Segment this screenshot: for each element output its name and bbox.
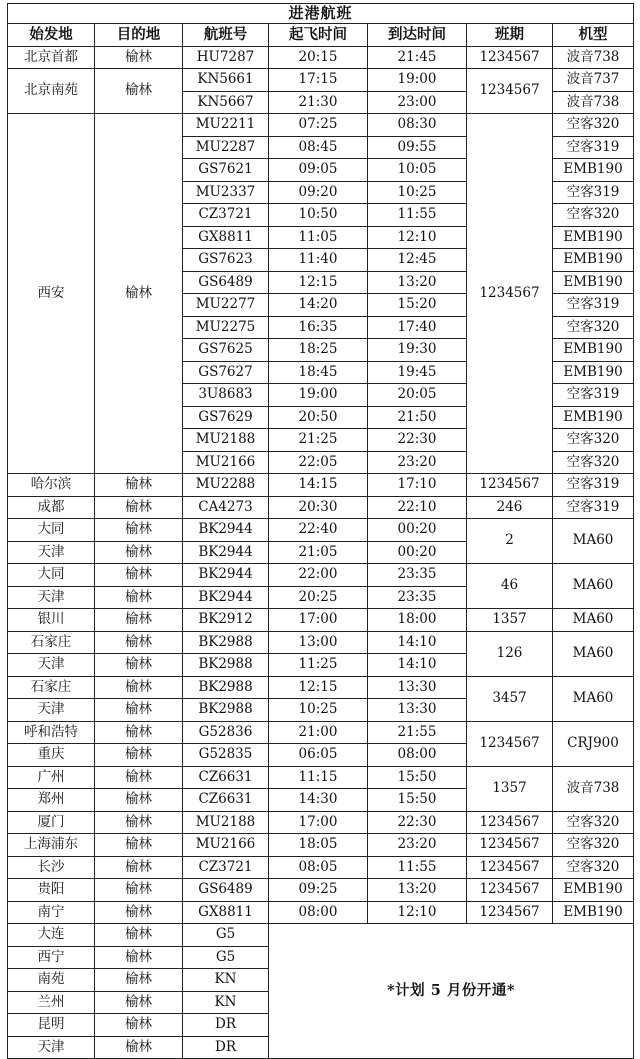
flight-no-cell: MU2188 xyxy=(183,811,269,834)
destination-cell: 榆林 xyxy=(95,1036,183,1059)
table-row xyxy=(8,69,634,92)
header-arrival-time: 到达时间 xyxy=(368,24,467,47)
departure-cell: 20:30 xyxy=(269,496,368,519)
planned-row xyxy=(8,924,634,947)
arrival-cell: 13:30 xyxy=(368,676,467,699)
aircraft-type-cell: 空客319 xyxy=(553,474,634,497)
table-row xyxy=(8,879,634,902)
arrival-cell: 17:40 xyxy=(368,316,467,339)
arrival-cell: 12:10 xyxy=(368,226,467,249)
arrival-cell: 19:00 xyxy=(368,69,467,92)
departure-cell: 07:25 xyxy=(269,114,368,137)
header-aircraft-type: 机型 xyxy=(553,24,634,47)
destination-cell: 榆林 xyxy=(95,901,183,924)
destination-cell: 榆林 xyxy=(95,69,183,114)
departure-cell: 08:45 xyxy=(269,136,368,159)
destination-cell: 榆林 xyxy=(95,699,183,722)
departure-cell: 21:00 xyxy=(269,721,368,744)
arrival-cell: 09:55 xyxy=(368,136,467,159)
aircraft-type-cell: 空客320 xyxy=(553,811,634,834)
table-row xyxy=(8,519,634,542)
departure-cell: 10:50 xyxy=(269,204,368,227)
origin-cell: 石家庄 xyxy=(8,676,95,699)
table-row xyxy=(8,609,634,632)
origin-cell: 上海浦东 xyxy=(8,834,95,857)
schedule-cell: 46 xyxy=(467,564,553,609)
aircraft-type-cell: 空客319 xyxy=(553,136,634,159)
origin-cell: 银川 xyxy=(8,609,95,632)
flight-no-cell: DR xyxy=(183,1036,269,1059)
flight-no-cell: MU2288 xyxy=(183,474,269,497)
destination-cell: 榆林 xyxy=(95,114,183,474)
flight-no-cell: BK2944 xyxy=(183,541,269,564)
flight-no-cell: GS7621 xyxy=(183,159,269,182)
arrival-cell: 23:00 xyxy=(368,91,467,114)
flight-no-cell: CA4273 xyxy=(183,496,269,519)
flight-no-cell: GS7623 xyxy=(183,249,269,272)
origin-cell: 西宁 xyxy=(8,946,95,969)
flight-no-cell: HU7287 xyxy=(183,46,269,69)
departure-cell: 21:30 xyxy=(269,91,368,114)
flight-no-cell: BK2988 xyxy=(183,654,269,677)
departure-cell: 11:40 xyxy=(269,249,368,272)
schedule-cell: 1234567 xyxy=(467,834,553,857)
aircraft-type-cell: MA60 xyxy=(553,519,634,564)
flight-no-cell: GS6489 xyxy=(183,271,269,294)
destination-cell: 榆林 xyxy=(95,46,183,69)
flight-no-cell: MU2287 xyxy=(183,136,269,159)
departure-cell: 09:20 xyxy=(269,181,368,204)
arrival-cell: 10:25 xyxy=(368,181,467,204)
flight-no-cell: GS7625 xyxy=(183,339,269,362)
departure-cell: 09:05 xyxy=(269,159,368,182)
arrival-cell: 14:10 xyxy=(368,631,467,654)
flight-no-cell: KN5667 xyxy=(183,91,269,114)
origin-cell: 长沙 xyxy=(8,856,95,879)
flight-no-cell: CZ6631 xyxy=(183,766,269,789)
table-row xyxy=(8,496,634,519)
destination-cell: 榆林 xyxy=(95,676,183,699)
arrival-cell: 22:10 xyxy=(368,496,467,519)
aircraft-type-cell: 空客320 xyxy=(553,204,634,227)
origin-cell: 北京南苑 xyxy=(8,69,95,114)
flight-no-cell: MU2188 xyxy=(183,429,269,452)
departure-cell: 21:25 xyxy=(269,429,368,452)
arrival-cell: 19:30 xyxy=(368,339,467,362)
departure-cell: 09:25 xyxy=(269,879,368,902)
flight-no-cell: MU2277 xyxy=(183,294,269,317)
departure-cell: 08:00 xyxy=(269,901,368,924)
planned-note: *计划 5 月份开通* xyxy=(269,924,634,1059)
origin-cell: 天津 xyxy=(8,1036,95,1059)
aircraft-type-cell: 空客319 xyxy=(553,181,634,204)
schedule-cell: 1234567 xyxy=(467,721,553,766)
table-row xyxy=(8,901,634,924)
origin-cell: 大同 xyxy=(8,564,95,587)
flight-no-cell: DR xyxy=(183,1014,269,1037)
arrival-cell: 23:20 xyxy=(368,834,467,857)
schedule-cell: 126 xyxy=(467,631,553,676)
arrival-cell: 00:20 xyxy=(368,541,467,564)
header-schedule: 班期 xyxy=(467,24,553,47)
table-row xyxy=(8,46,634,69)
flight-no-cell: MU2211 xyxy=(183,114,269,137)
aircraft-type-cell: EMB190 xyxy=(553,226,634,249)
schedule-cell: 2 xyxy=(467,519,553,564)
departure-cell: 16:35 xyxy=(269,316,368,339)
schedule-cell: 1234567 xyxy=(467,856,553,879)
aircraft-type-cell: 空客320 xyxy=(553,834,634,857)
arrival-cell: 21:55 xyxy=(368,721,467,744)
arrival-cell: 08:00 xyxy=(368,744,467,767)
arrival-cell: 14:10 xyxy=(368,654,467,677)
table-row xyxy=(8,811,634,834)
departure-cell: 08:05 xyxy=(269,856,368,879)
flight-no-cell: CZ6631 xyxy=(183,789,269,812)
destination-cell: 榆林 xyxy=(95,834,183,857)
flight-no-cell: BK2912 xyxy=(183,609,269,632)
origin-cell: 重庆 xyxy=(8,744,95,767)
departure-cell: 11:15 xyxy=(269,766,368,789)
origin-cell: 西安 xyxy=(8,114,95,474)
flight-no-cell: GX8811 xyxy=(183,226,269,249)
aircraft-type-cell: 空客320 xyxy=(553,856,634,879)
aircraft-type-cell: CRJ900 xyxy=(553,721,634,766)
destination-cell: 榆林 xyxy=(95,519,183,542)
origin-cell: 南苑 xyxy=(8,969,95,992)
flight-no-cell: CZ3721 xyxy=(183,856,269,879)
arrival-cell: 23:20 xyxy=(368,451,467,474)
aircraft-type-cell: EMB190 xyxy=(553,879,634,902)
origin-cell: 哈尔滨 xyxy=(8,474,95,497)
departure-cell: 14:15 xyxy=(269,474,368,497)
flight-no-cell: KN5661 xyxy=(183,69,269,92)
aircraft-type-cell: 空客320 xyxy=(553,429,634,452)
arrival-cell: 15:50 xyxy=(368,789,467,812)
departure-cell: 22:00 xyxy=(269,564,368,587)
destination-cell: 榆林 xyxy=(95,789,183,812)
origin-cell: 厦门 xyxy=(8,811,95,834)
departure-cell: 20:25 xyxy=(269,586,368,609)
schedule-cell: 1234567 xyxy=(467,114,553,474)
departure-cell: 12:15 xyxy=(269,271,368,294)
aircraft-type-cell: 空客319 xyxy=(553,496,634,519)
departure-cell: 11:25 xyxy=(269,654,368,677)
arrival-cell: 11:55 xyxy=(368,204,467,227)
flight-no-cell: BK2944 xyxy=(183,586,269,609)
aircraft-type-cell: EMB190 xyxy=(553,249,634,272)
departure-cell: 14:20 xyxy=(269,294,368,317)
schedule-cell: 1357 xyxy=(467,609,553,632)
arrival-cell: 23:35 xyxy=(368,586,467,609)
flight-no-cell: KN xyxy=(183,991,269,1014)
arrival-cell: 17:10 xyxy=(368,474,467,497)
destination-cell: 榆林 xyxy=(95,721,183,744)
table-row xyxy=(8,631,634,654)
header-departure-time: 起飞时间 xyxy=(269,24,368,47)
arrival-cell: 12:45 xyxy=(368,249,467,272)
destination-cell: 榆林 xyxy=(95,496,183,519)
aircraft-type-cell: EMB190 xyxy=(553,406,634,429)
schedule-cell: 1234567 xyxy=(467,69,553,114)
departure-cell: 22:05 xyxy=(269,451,368,474)
origin-cell: 天津 xyxy=(8,586,95,609)
arrival-cell: 11:55 xyxy=(368,856,467,879)
departure-cell: 18:25 xyxy=(269,339,368,362)
aircraft-type-cell: MA60 xyxy=(553,676,634,721)
flight-no-cell: BK2988 xyxy=(183,676,269,699)
flights-body xyxy=(8,46,634,1059)
origin-cell: 兰州 xyxy=(8,991,95,1014)
departure-cell: 14:30 xyxy=(269,789,368,812)
aircraft-type-cell: EMB190 xyxy=(553,339,634,362)
origin-cell: 北京首都 xyxy=(8,46,95,69)
aircraft-type-cell: EMB190 xyxy=(553,271,634,294)
aircraft-type-cell: 波音738 xyxy=(553,46,634,69)
arrival-cell: 00:20 xyxy=(368,519,467,542)
arrival-cell: 23:35 xyxy=(368,564,467,587)
flight-no-cell: MU2337 xyxy=(183,181,269,204)
destination-cell: 榆林 xyxy=(95,969,183,992)
origin-cell: 天津 xyxy=(8,654,95,677)
aircraft-type-cell: MA60 xyxy=(553,564,634,609)
origin-cell: 成都 xyxy=(8,496,95,519)
schedule-cell: 1234567 xyxy=(467,879,553,902)
destination-cell: 榆林 xyxy=(95,766,183,789)
destination-cell: 榆林 xyxy=(95,564,183,587)
origin-cell: 昆明 xyxy=(8,1014,95,1037)
aircraft-type-cell: 空客320 xyxy=(553,316,634,339)
origin-cell: 大连 xyxy=(8,924,95,947)
departure-cell: 19:00 xyxy=(269,384,368,407)
schedule-cell: 1357 xyxy=(467,766,553,811)
flight-no-cell: CZ3721 xyxy=(183,204,269,227)
destination-cell: 榆林 xyxy=(95,586,183,609)
destination-cell: 榆林 xyxy=(95,811,183,834)
header-row xyxy=(8,24,634,47)
departure-cell: 17:00 xyxy=(269,609,368,632)
flight-no-cell: G5 xyxy=(183,924,269,947)
destination-cell: 榆林 xyxy=(95,1014,183,1037)
destination-cell: 榆林 xyxy=(95,631,183,654)
departure-cell: 22:40 xyxy=(269,519,368,542)
origin-cell: 南宁 xyxy=(8,901,95,924)
flight-no-cell: 3U8683 xyxy=(183,384,269,407)
flight-no-cell: MU2275 xyxy=(183,316,269,339)
arrival-cell: 13:20 xyxy=(368,879,467,902)
flight-no-cell: GX8811 xyxy=(183,901,269,924)
departure-cell: 12:15 xyxy=(269,676,368,699)
origin-cell: 天津 xyxy=(8,699,95,722)
departure-cell: 06:05 xyxy=(269,744,368,767)
arrivals-table xyxy=(7,3,634,1059)
flight-no-cell: BK2988 xyxy=(183,631,269,654)
origin-cell: 贵阳 xyxy=(8,879,95,902)
arrival-cell: 12:10 xyxy=(368,901,467,924)
flight-no-cell: G5 xyxy=(183,946,269,969)
departure-cell: 18:45 xyxy=(269,361,368,384)
flight-no-cell: MU2166 xyxy=(183,451,269,474)
departure-cell: 10:25 xyxy=(269,699,368,722)
arrival-cell: 21:50 xyxy=(368,406,467,429)
destination-cell: 榆林 xyxy=(95,744,183,767)
header-flight-no: 航班号 xyxy=(183,24,269,47)
arrival-cell: 08:30 xyxy=(368,114,467,137)
table-row xyxy=(8,766,634,789)
origin-cell: 大同 xyxy=(8,519,95,542)
aircraft-type-cell: 空客320 xyxy=(553,451,634,474)
flight-no-cell: KN xyxy=(183,969,269,992)
destination-cell: 榆林 xyxy=(95,879,183,902)
flight-no-cell: BK2944 xyxy=(183,519,269,542)
arrival-cell: 18:00 xyxy=(368,609,467,632)
table-row xyxy=(8,834,634,857)
table-row xyxy=(8,474,634,497)
departure-cell: 17:00 xyxy=(269,811,368,834)
flight-no-cell: GS7627 xyxy=(183,361,269,384)
schedule-cell: 1234567 xyxy=(467,901,553,924)
arrival-cell: 13:20 xyxy=(368,271,467,294)
origin-cell: 天津 xyxy=(8,541,95,564)
departure-cell: 18:05 xyxy=(269,834,368,857)
destination-cell: 榆林 xyxy=(95,924,183,947)
table-row xyxy=(8,676,634,699)
destination-cell: 榆林 xyxy=(95,856,183,879)
table-row xyxy=(8,856,634,879)
flight-no-cell: G52836 xyxy=(183,721,269,744)
arrival-cell: 19:45 xyxy=(368,361,467,384)
aircraft-type-cell: 波音738 xyxy=(553,766,634,811)
departure-cell: 11:05 xyxy=(269,226,368,249)
aircraft-type-cell: 空客319 xyxy=(553,384,634,407)
aircraft-type-cell: EMB190 xyxy=(553,159,634,182)
flight-no-cell: BK2988 xyxy=(183,699,269,722)
origin-cell: 郑州 xyxy=(8,789,95,812)
departure-cell: 21:05 xyxy=(269,541,368,564)
destination-cell: 榆林 xyxy=(95,541,183,564)
arrival-cell: 13:30 xyxy=(368,699,467,722)
origin-cell: 石家庄 xyxy=(8,631,95,654)
aircraft-type-cell: 波音738 xyxy=(553,91,634,114)
table-row xyxy=(8,114,634,137)
flight-no-cell: GS6489 xyxy=(183,879,269,902)
departure-cell: 17:15 xyxy=(269,69,368,92)
destination-cell: 榆林 xyxy=(95,474,183,497)
arrival-cell: 10:05 xyxy=(368,159,467,182)
title-row xyxy=(8,4,634,24)
aircraft-type-cell: 波音737 xyxy=(553,69,634,92)
schedule-cell: 246 xyxy=(467,496,553,519)
arrival-cell: 15:50 xyxy=(368,766,467,789)
destination-cell: 榆林 xyxy=(95,609,183,632)
aircraft-type-cell: EMB190 xyxy=(553,901,634,924)
departure-cell: 20:15 xyxy=(269,46,368,69)
arrival-cell: 15:20 xyxy=(368,294,467,317)
flight-no-cell: MU2166 xyxy=(183,834,269,857)
departure-cell: 13:00 xyxy=(269,631,368,654)
schedule-cell: 1234567 xyxy=(467,811,553,834)
aircraft-type-cell: 空客319 xyxy=(553,294,634,317)
arrival-cell: 22:30 xyxy=(368,811,467,834)
destination-cell: 榆林 xyxy=(95,946,183,969)
aircraft-type-cell: EMB190 xyxy=(553,361,634,384)
arrival-cell: 20:05 xyxy=(368,384,467,407)
destination-cell: 榆林 xyxy=(95,654,183,677)
header-destination: 目的地 xyxy=(95,24,183,47)
header-origin: 始发地 xyxy=(8,24,95,47)
arrival-cell: 22:30 xyxy=(368,429,467,452)
arrivals-sheet xyxy=(7,3,634,1059)
arrival-cell: 21:45 xyxy=(368,46,467,69)
flight-no-cell: GS7629 xyxy=(183,406,269,429)
destination-cell: 榆林 xyxy=(95,991,183,1014)
schedule-cell: 1234567 xyxy=(467,46,553,69)
table-title: 进港航班 xyxy=(8,4,634,24)
origin-cell: 广州 xyxy=(8,766,95,789)
aircraft-type-cell: MA60 xyxy=(553,609,634,632)
aircraft-type-cell: 空客320 xyxy=(553,114,634,137)
flight-no-cell: G52835 xyxy=(183,744,269,767)
departure-cell: 20:50 xyxy=(269,406,368,429)
aircraft-type-cell: MA60 xyxy=(553,631,634,676)
flight-no-cell: BK2944 xyxy=(183,564,269,587)
origin-cell: 呼和浩特 xyxy=(8,721,95,744)
table-row xyxy=(8,564,634,587)
schedule-cell: 1234567 xyxy=(467,474,553,497)
schedule-cell: 3457 xyxy=(467,676,553,721)
table-row xyxy=(8,721,634,744)
